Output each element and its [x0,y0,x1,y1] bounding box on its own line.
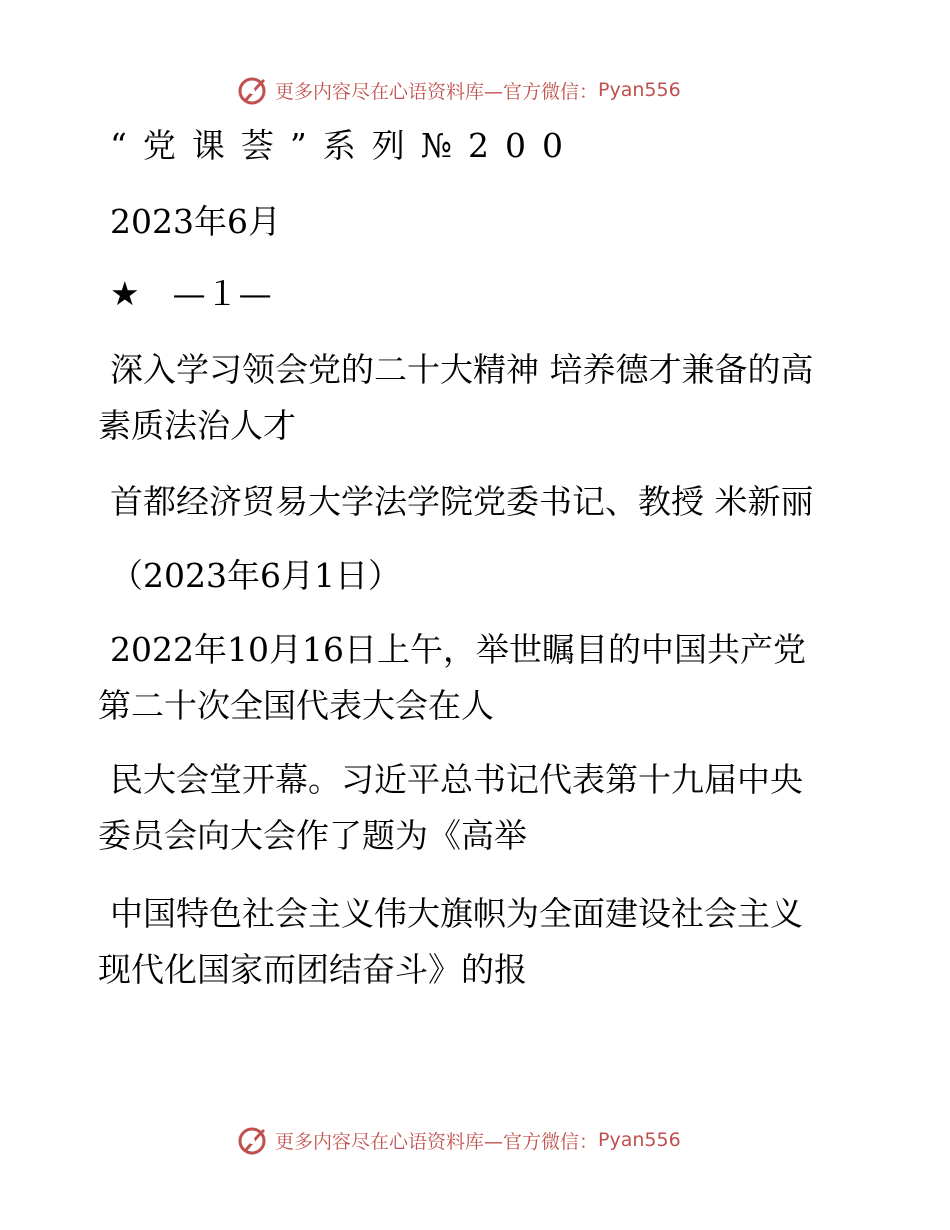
article-title-line-2: 素质法治人才 [98,406,296,445]
paragraph-2-line-1: 民大会堂开幕。习近平总书记代表第十九届中央 [110,760,803,799]
paragraph-3-line-1: 中国特色社会主义伟大旗帜为全面建设社会主义 [110,894,803,933]
paragraph-1-line-2: 第二十次全国代表大会在人 [98,686,494,725]
watermark-footer [237,1122,681,1158]
article-title-line-1: 深入学习领会党的二十大精神 培养德才兼备的高 [110,350,814,389]
speech-date: （2023年6月1日） [110,556,401,595]
pen-logo-icon [237,73,271,107]
watermark-wechat-id: Pyan556 [598,1129,681,1151]
watermark-text: 更多内容尽在心语资料库—官方微信： [275,1130,599,1153]
paragraph-2 [98,752,848,864]
paragraph-1 [98,622,848,734]
paragraph-1-line-1: 2022年10月16日上午，举世瞩目的中国共产党 [110,630,806,669]
watermark-wechat-id: Pyan556 [598,79,681,101]
issue-date: 2023年6月 [110,202,281,241]
paragraph-3-line-2: 现代化国家而团结奋斗》的报 [98,950,527,989]
series-heading: “党课荟”系列№200 [110,126,579,165]
watermark-text: 更多内容尽在心语资料库—官方微信： [275,80,599,103]
paragraph-2-line-2: 委员会向大会作了题为《高举 [98,816,527,855]
page-marker: ★ —１— [110,274,272,313]
pen-logo-icon [237,1123,271,1157]
author-line: 首都经济贸易大学法学院党委书记、教授 米新丽 [110,482,814,521]
article-title [98,342,848,454]
paragraph-3 [98,886,848,998]
watermark-header [237,72,681,108]
